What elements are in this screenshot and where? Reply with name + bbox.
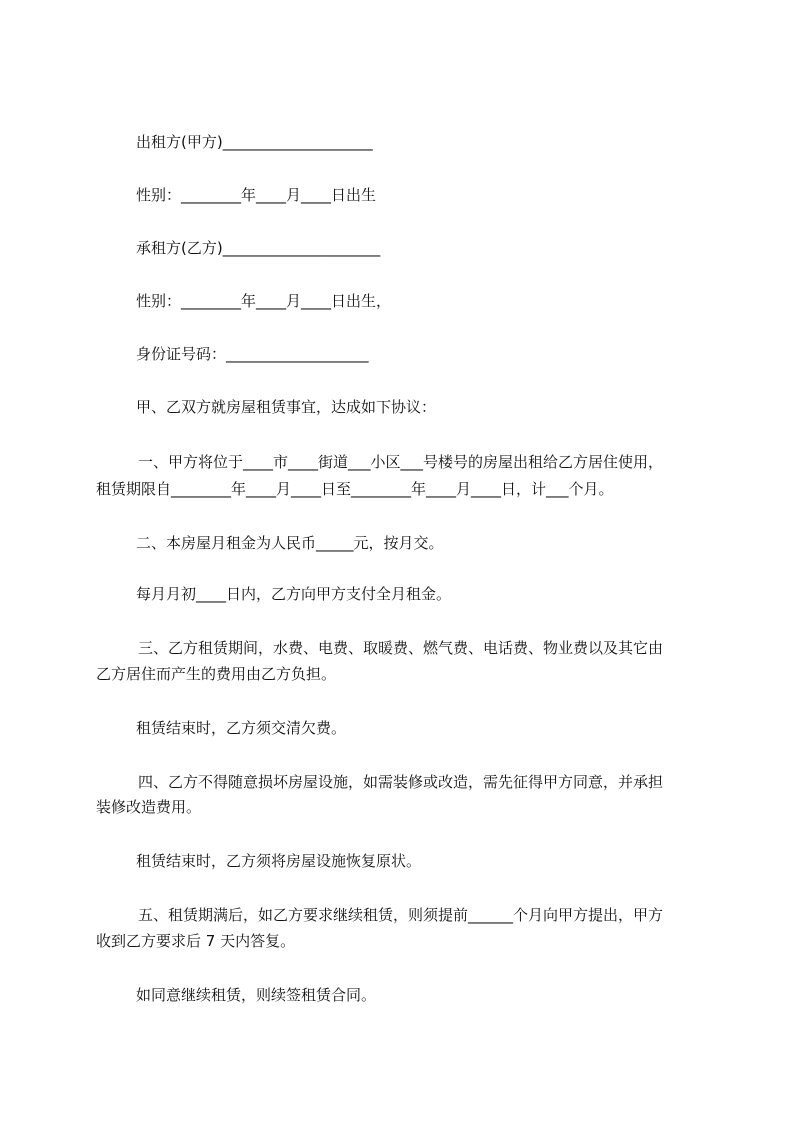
- intro-line: 甲、乙双方就房屋租赁事宜，达成如下协议：: [136, 398, 437, 416]
- clause2-line: 二、本房屋月租金为人民币_____元，按月交。: [136, 534, 444, 552]
- clause5-line2: 收到乙方要求后 7 天内答复。: [96, 932, 296, 950]
- clause4-line1: 四、乙方不得随意损坏房屋设施，如需装修或改造，需先征得甲方同意，并承担: [138, 773, 664, 791]
- clause2-sub-line: 每月月初____日内，乙方向甲方支付全月租金。: [136, 585, 452, 603]
- clause3-line2: 乙方居住而产生的费用由乙方负担。: [96, 665, 337, 683]
- clause4-sub-line: 租赁结束时，乙方须将房屋设施恢复原状。: [136, 852, 422, 870]
- clause4-line2: 装修改造费用。: [96, 798, 202, 816]
- lessee-line: 承租方(乙方)_____________________: [136, 239, 381, 257]
- clause1-line2: 租赁期限自________年____月____日至________年____月____日，计___个月。: [96, 480, 614, 498]
- clause3-line1: 三、乙方租赁期间，水费、电费、取暖费、燃气费、电话费、物业费以及其它由: [138, 639, 664, 657]
- lessee-birth-line: 性别：________年____月____日出生，: [136, 292, 392, 310]
- lessor-line: 出租方(甲方)____________________: [136, 133, 373, 151]
- lessor-birth-line: 性别：________年____月____日出生: [136, 186, 377, 204]
- id-number-line: 身份证号码：___________________: [136, 345, 369, 363]
- clause5-line1: 五、租赁期满后，如乙方要求继续租赁，则须提前______个月向甲方提出，甲方: [138, 906, 664, 924]
- clause3-sub-line: 租赁结束时，乙方须交清欠费。: [136, 719, 347, 737]
- clause1-line1: 一、甲方将位于____市____街道___小区___号楼号的房屋出租给乙方居住使用，: [138, 453, 664, 471]
- clause5-sub-line: 如同意继续租赁，则续签租赁合同。: [136, 986, 377, 1004]
